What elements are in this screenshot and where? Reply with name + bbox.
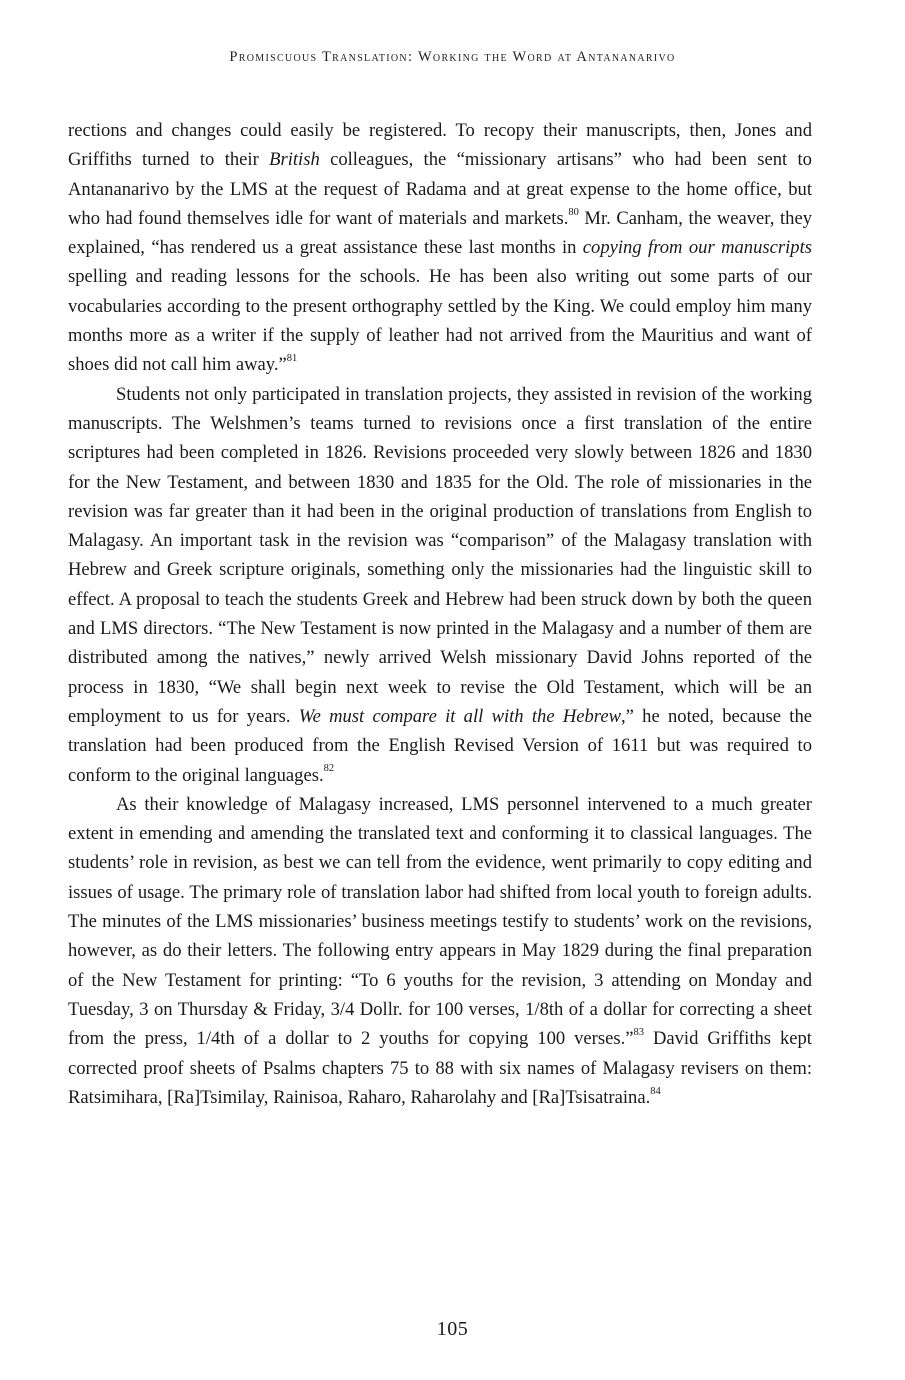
paragraph — [68, 116, 812, 380]
italic-text: copying from our manuscripts — [582, 237, 812, 259]
text-run: Students not only participated in translation projects, they assisted in revision of the working manuscripts. The Welshmen’s teams turned to revisions once a first translation of the entire scriptures had been completed in 1826. Revisions proceeded very slowly between 1826 and 1830 for the New Testament, and between 1830 and 1835 for the Old. The role of missionaries in the revision was far greater than it had been in the original production of translations from English to Malagasy. An important task in the revision was “comparison” of the Malagasy translation with Hebrew and Greek scripture originals, something only the missionaries had the linguistic skill to effect. A proposal to teach the students Greek and Hebrew had been struck down by both the queen and LMS directors. “The New Testament is now printed in the Malagasy and a number of them are distributed among the natives,” newly arrived Welsh missionary David Johns reported of the process in 1830, “We shall begin next week to revise the Old Testament, which will be an employment to us for years. — [68, 383, 812, 727]
text-run: spelling and reading lessons for the schools. He has been also writing out some parts of our vocabularies according to the present orthography settled by the King. We could employ him many months more as a writer if the supply of leather had not arrived from the Mauritius and want of shoes did not call him away.” — [68, 266, 812, 376]
running-head: Promiscuous Translation: Working the Word at Antananarivo — [229, 49, 676, 65]
text-run: ,” he noted, because the translation had been produced from the English Revised Version of 1611 but was required to conform to the original languages. — [68, 705, 813, 786]
paragraph — [68, 380, 812, 790]
text-run: rections and changes could easily be registered. To recopy their manuscripts, then, Jones and Griffiths turned to their — [68, 120, 812, 171]
footnote-ref: 83 — [633, 1027, 644, 1039]
text-run: Mr. Canham, the weaver, they explained, “has rendered us a great assistance these last months in — [68, 207, 812, 259]
italic-text: We must compare it all with the Hebrew — [298, 705, 622, 727]
footnote-ref: 82 — [323, 763, 335, 775]
page-number: 105 — [436, 1318, 469, 1340]
text-run: As their knowledge of Malagasy increased, LMS personnel intervened to a much greater extent in emending and amending the translated text and conforming it to classical languages. The students’ role in revision, as best we can tell from the evidence, went primarily to copy editing and issues of usage. The primary role of translation labor had shifted from local youth to foreign adults. The minutes of the LMS missionaries’ business meetings testify to students’ work on the revisions, however, as do their letters. The following entry appears in May 1829 during the final preparation of the New Testament for printing: “To 6 youths for the revision, 3 attending on Monday and Tuesday, 3 on Thursday & Friday, 3/4 Dollr. for 100 verses, 1/8th of a dollar for correcting a sheet from the press, 1/4th of a dollar to 2 youths for copying 100 verses.” — [68, 793, 812, 1050]
footnote-ref: 80 — [568, 206, 579, 218]
paragraph — [68, 790, 812, 1112]
text-run: colleagues, the “missionary artisans” who had been sent to Antananarivo by the LMS at the request of Radama and at great expense to the home office, but who had found themselves idle for want of materials and markets. — [68, 149, 812, 229]
footnote-ref: 84 — [650, 1085, 661, 1097]
text-run: David Griffiths kept corrected proof sheets of Psalms chapters 75 to 88 with six names of Malagasy revisers on them: Ratsimihara, [Ra]Tsimilay, Rainisoa, Raharo, Raharolahy and [Ra]Tsisatraina. — [68, 1028, 812, 1108]
footnote-ref: 81 — [286, 353, 298, 365]
italic-text: British — [269, 149, 320, 171]
body-text — [68, 116, 812, 1112]
